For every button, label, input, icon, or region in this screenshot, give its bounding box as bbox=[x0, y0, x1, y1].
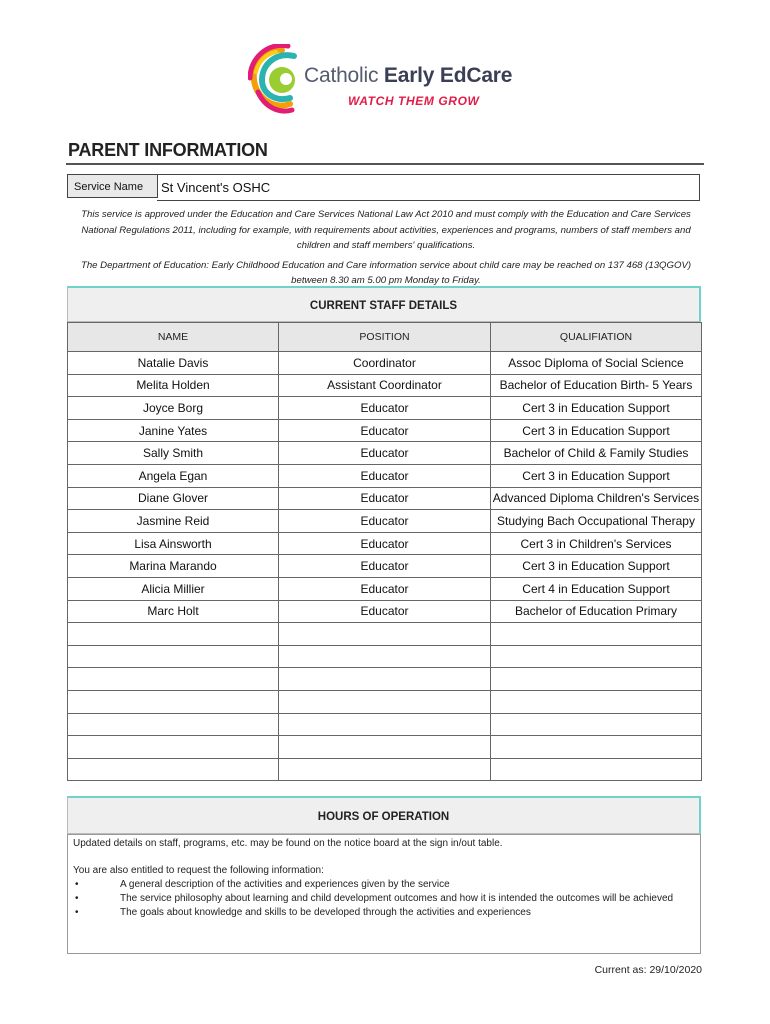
table-row bbox=[68, 419, 702, 442]
table-row bbox=[68, 352, 702, 375]
staff-qualification-cell bbox=[491, 713, 702, 736]
staff-name-cell bbox=[68, 713, 279, 736]
staff-position-cell: Educator bbox=[279, 464, 491, 487]
staff-qualification-cell bbox=[491, 736, 702, 759]
staff-qualification-cell: Bachelor of Education Primary bbox=[491, 600, 702, 623]
staff-position-cell: Coordinator bbox=[279, 352, 491, 375]
bullet-icon: • bbox=[75, 907, 79, 918]
brand-logo bbox=[248, 44, 548, 116]
table-row bbox=[68, 397, 702, 420]
staff-position-cell: Educator bbox=[279, 555, 491, 578]
staff-qualification-cell: Cert 3 in Children's Services bbox=[491, 532, 702, 555]
staff-position-cell: Educator bbox=[279, 532, 491, 555]
staff-position-cell: Educator bbox=[279, 487, 491, 510]
staff-qualification-cell bbox=[491, 645, 702, 668]
brand-name: Catholic Early EdCare bbox=[304, 64, 513, 87]
staff-position-cell: Educator bbox=[279, 397, 491, 420]
staff-position-cell: Educator bbox=[279, 600, 491, 623]
staff-qualification-cell: Cert 3 in Education Support bbox=[491, 555, 702, 578]
staff-table-header bbox=[68, 323, 702, 352]
staff-position-cell: Educator bbox=[279, 510, 491, 533]
staff-name-cell: Marc Holt bbox=[68, 600, 279, 623]
table-row bbox=[68, 374, 702, 397]
staff-name-cell bbox=[68, 758, 279, 781]
list-item: • A general description of the activities and experiences given by the service bbox=[75, 879, 450, 890]
staff-name-cell: Alicia Millier bbox=[68, 577, 279, 600]
staff-position-cell bbox=[279, 758, 491, 781]
staff-qualification-cell: Assoc Diploma of Social Science bbox=[491, 352, 702, 375]
staff-position-cell bbox=[279, 645, 491, 668]
table-row bbox=[68, 577, 702, 600]
bullet-icon: • bbox=[75, 879, 79, 890]
staff-name-cell: Natalie Davis bbox=[68, 352, 279, 375]
staff-qualification-cell: Advanced Diploma Children's Services bbox=[491, 487, 702, 510]
table-row bbox=[68, 532, 702, 555]
table-row bbox=[68, 600, 702, 623]
list-item: • The goals about knowledge and skills to be developed through the activities and experiences bbox=[75, 907, 531, 918]
staff-qualification-cell: Studying Bach Occupational Therapy bbox=[491, 510, 702, 533]
table-row bbox=[68, 758, 702, 781]
staff-qualification-cell bbox=[491, 758, 702, 781]
staff-qualification-cell: Cert 3 in Education Support bbox=[491, 397, 702, 420]
staff-name-cell: Jasmine Reid bbox=[68, 510, 279, 533]
table-row bbox=[68, 623, 702, 646]
info-bullet-list bbox=[73, 878, 695, 920]
staff-qualification-cell bbox=[491, 668, 702, 691]
service-name-label: Service Name bbox=[67, 174, 158, 198]
staff-name-cell bbox=[68, 690, 279, 713]
brand-tagline: WATCH THEM GROW bbox=[348, 94, 480, 108]
department-text: The Department of Education: Early Childhood Education and Care information service about child care may be reached on 137 468 (13QGOV) between 8.30 am 5.00 pm Monday to Friday. bbox=[80, 260, 692, 286]
table-row bbox=[68, 690, 702, 713]
staff-name-cell bbox=[68, 623, 279, 646]
staff-name-cell: Marina Marando bbox=[68, 555, 279, 578]
staff-qualification-cell: Cert 3 in Education Support bbox=[491, 464, 702, 487]
staff-name-cell: Melita Holden bbox=[68, 374, 279, 397]
staff-name-cell: Joyce Borg bbox=[68, 397, 279, 420]
staff-position-cell: Educator bbox=[279, 442, 491, 465]
notice-board-text: Updated details on staff, programs, etc. may be found on the notice board at the sign in/out table. bbox=[73, 838, 503, 849]
staff-qualification-cell: Cert 3 in Education Support bbox=[491, 419, 702, 442]
staff-position-cell bbox=[279, 690, 491, 713]
table-row bbox=[68, 442, 702, 465]
staff-position-cell bbox=[279, 713, 491, 736]
staff-position-cell: Educator bbox=[279, 577, 491, 600]
request-info-text: You are also entitled to request the following information: bbox=[73, 865, 324, 876]
service-name-field[interactable]: St Vincent's OSHC bbox=[157, 174, 700, 201]
table-row bbox=[68, 645, 702, 668]
staff-name-cell: Angela Egan bbox=[68, 464, 279, 487]
staff-position-cell: Assistant Coordinator bbox=[279, 374, 491, 397]
list-item: • The service philosophy about learning and child development outcomes and how it is intended the outcomes will be achieved bbox=[75, 893, 674, 904]
staff-name-cell: Diane Glover bbox=[68, 487, 279, 510]
staff-qualification-cell: Cert 4 in Education Support bbox=[491, 577, 702, 600]
staff-name-cell: Sally Smith bbox=[68, 442, 279, 465]
table-row bbox=[68, 487, 702, 510]
logo-swirl-icon bbox=[248, 44, 308, 116]
table-row bbox=[68, 510, 702, 533]
staff-qualification-cell: Bachelor of Child & Family Studies bbox=[491, 442, 702, 465]
column-header-position: POSITION bbox=[279, 323, 491, 352]
staff-qualification-cell bbox=[491, 690, 702, 713]
table-row bbox=[68, 464, 702, 487]
column-header-name: NAME bbox=[68, 323, 279, 352]
bullet-icon: • bbox=[75, 893, 79, 904]
title-divider bbox=[66, 163, 704, 165]
staff-name-cell bbox=[68, 736, 279, 759]
staff-qualification-cell: Bachelor of Education Birth- 5 Years bbox=[491, 374, 702, 397]
hours-info-box bbox=[67, 834, 701, 954]
staff-name-cell: Lisa Ainsworth bbox=[68, 532, 279, 555]
staff-position-cell: Educator bbox=[279, 419, 491, 442]
hours-of-operation-heading: HOURS OF OPERATION bbox=[67, 796, 701, 834]
staff-name-cell: Janine Yates bbox=[68, 419, 279, 442]
staff-details-heading: CURRENT STAFF DETAILS bbox=[67, 286, 701, 322]
staff-table bbox=[67, 322, 702, 781]
staff-position-cell bbox=[279, 736, 491, 759]
table-row bbox=[68, 668, 702, 691]
table-row bbox=[68, 555, 702, 578]
table-row bbox=[68, 713, 702, 736]
staff-name-cell bbox=[68, 668, 279, 691]
staff-name-cell bbox=[68, 645, 279, 668]
current-as-date: Current as: 29/10/2020 bbox=[594, 964, 702, 976]
column-header-qualification: QUALIFIATION bbox=[491, 323, 702, 352]
page-title: PARENT INFORMATION bbox=[68, 140, 268, 160]
staff-qualification-cell bbox=[491, 623, 702, 646]
staff-position-cell bbox=[279, 623, 491, 646]
staff-position-cell bbox=[279, 668, 491, 691]
intro-text: This service is approved under the Education and Care Services National Law Act 2010 and must comply with the Education and Care Services National Regulations 2011, including for example, with requirements about activities, experiences and programs, numbers of staff members and children and staff members' qualifications. bbox=[81, 209, 691, 251]
table-row bbox=[68, 736, 702, 759]
